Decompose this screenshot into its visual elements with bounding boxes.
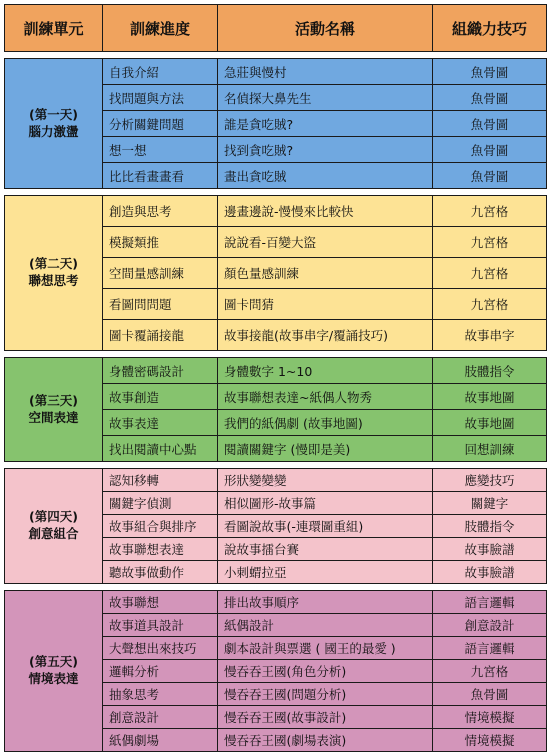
skill-cell: 肢體指令 xyxy=(433,358,547,384)
table-row xyxy=(5,358,547,384)
skill-cell: 故事臉譜 xyxy=(433,538,547,561)
progress-cell: 抽象思考 xyxy=(103,683,218,706)
activity-cell: 急莊與慢村 xyxy=(218,59,433,85)
skill-cell: 情境模擬 xyxy=(433,706,547,729)
header-row xyxy=(5,5,547,52)
separator-cell xyxy=(5,584,547,591)
skill-cell: 語言邏輯 xyxy=(433,591,547,614)
skill-cell: 魚骨圖 xyxy=(433,85,547,111)
skill-cell: 故事地圖 xyxy=(433,384,547,410)
table-row xyxy=(5,591,547,614)
activity-cell: 說說看-百變大盜 xyxy=(218,227,433,258)
table-row xyxy=(5,59,547,85)
activity-cell: 看圖說故事(-連環圖重組) xyxy=(218,515,433,538)
skill-cell: 九宮格 xyxy=(433,289,547,320)
skill-cell: 魚骨圖 xyxy=(433,683,547,706)
activity-cell: 紙偶設計 xyxy=(218,614,433,637)
activity-cell: 相似圖形-故事篇 xyxy=(218,492,433,515)
activity-cell: 慢吞吞王國(劇場表演) xyxy=(218,729,433,752)
progress-cell: 圖卡覆誦接龍 xyxy=(103,320,218,351)
activity-cell: 劇本設計與票選 ( 國王的最愛 ) xyxy=(218,637,433,660)
group-separator xyxy=(5,462,547,469)
unit-cell xyxy=(5,469,103,584)
progress-cell: 分析關鍵問題 xyxy=(103,111,218,137)
group-separator xyxy=(5,584,547,591)
unit-day: (第二天) xyxy=(29,256,78,272)
activity-cell: 慢吞吞王國(問題分析) xyxy=(218,683,433,706)
header-progress: 訓練進度 xyxy=(103,5,218,52)
group-separator xyxy=(5,52,547,59)
table-row xyxy=(5,469,547,492)
progress-cell: 空間量感訓練 xyxy=(103,258,218,289)
skill-cell: 魚骨圖 xyxy=(433,163,547,189)
activity-cell: 慢吞吞王國(故事設計) xyxy=(218,706,433,729)
activity-cell: 誰是貪吃賊? xyxy=(218,111,433,137)
progress-cell: 故事聯想 xyxy=(103,591,218,614)
skill-cell: 肢體指令 xyxy=(433,515,547,538)
skill-cell: 魚骨圖 xyxy=(433,59,547,85)
activity-cell: 慢吞吞王國(角色分析) xyxy=(218,660,433,683)
progress-cell: 自我介紹 xyxy=(103,59,218,85)
header-activity: 活動名稱 xyxy=(218,5,433,52)
activity-cell: 顏色量感訓練 xyxy=(218,258,433,289)
progress-cell: 大聲想出來技巧 xyxy=(103,637,218,660)
skill-cell: 創意設計 xyxy=(433,614,547,637)
activity-cell: 小刺蝟拉亞 xyxy=(218,561,433,584)
progress-cell: 故事創造 xyxy=(103,384,218,410)
unit-cell xyxy=(5,59,103,189)
progress-cell: 比比看畫畫看 xyxy=(103,163,218,189)
unit-title: 情境表達 xyxy=(28,671,79,686)
activity-cell: 故事接龍(故事串字/覆誦技巧) xyxy=(218,320,433,351)
progress-cell: 關鍵字偵測 xyxy=(103,492,218,515)
activity-cell: 身體數字 1~10 xyxy=(218,358,433,384)
unit-title: 創意組合 xyxy=(28,526,79,541)
progress-cell: 故事表達 xyxy=(103,410,218,436)
skill-cell: 九宮格 xyxy=(433,196,547,227)
progress-cell: 創意設計 xyxy=(103,706,218,729)
separator-cell xyxy=(5,52,547,59)
activity-cell: 邊畫邊說-慢慢來比較快 xyxy=(218,196,433,227)
activity-cell: 排出故事順序 xyxy=(218,591,433,614)
progress-cell: 找問題與方法 xyxy=(103,85,218,111)
progress-cell: 看圖問問題 xyxy=(103,289,218,320)
skill-cell: 九宮格 xyxy=(433,258,547,289)
skill-cell: 應變技巧 xyxy=(433,469,547,492)
training-schedule xyxy=(4,4,546,752)
header-unit: 訓練單元 xyxy=(5,5,103,52)
skill-cell: 語言邏輯 xyxy=(433,637,547,660)
skill-cell: 故事地圖 xyxy=(433,410,547,436)
unit-title: 腦力激盪 xyxy=(28,123,79,139)
unit-cell xyxy=(5,591,103,752)
unit-title: 空間表達 xyxy=(28,409,79,425)
skill-cell: 關鍵字 xyxy=(433,492,547,515)
activity-cell: 我們的紙偶劇 (故事地圖) xyxy=(218,410,433,436)
progress-cell: 故事道具設計 xyxy=(103,614,218,637)
skill-cell: 故事臉譜 xyxy=(433,561,547,584)
unit-day: (第五天) xyxy=(29,654,78,670)
unit-title: 聯想思考 xyxy=(28,273,79,288)
progress-cell: 找出閱讀中心點 xyxy=(103,436,218,462)
progress-cell: 故事聯想表達 xyxy=(103,538,218,561)
unit-cell xyxy=(5,358,103,462)
progress-cell: 模擬類推 xyxy=(103,227,218,258)
progress-cell: 認知移轉 xyxy=(103,469,218,492)
skill-cell: 九宮格 xyxy=(433,227,547,258)
progress-cell: 故事組合與排序 xyxy=(103,515,218,538)
progress-cell: 創造與思考 xyxy=(103,196,218,227)
table-row xyxy=(5,196,547,227)
progress-cell: 聽故事做動作 xyxy=(103,561,218,584)
progress-cell: 想一想 xyxy=(103,137,218,163)
group-separator xyxy=(5,189,547,196)
separator-cell xyxy=(5,462,547,469)
group-separator xyxy=(5,351,547,358)
progress-cell: 邏輯分析 xyxy=(103,660,218,683)
skill-cell: 故事串字 xyxy=(433,320,547,351)
unit-day: (第四天) xyxy=(29,509,78,525)
separator-cell xyxy=(5,351,547,358)
skill-cell: 魚骨圖 xyxy=(433,137,547,163)
skill-cell: 情境模擬 xyxy=(433,729,547,752)
table-body xyxy=(5,52,547,752)
activity-cell: 閱讀關鍵字 (慢即是美) xyxy=(218,436,433,462)
unit-day: (第一天) xyxy=(29,106,78,122)
skill-cell: 魚骨圖 xyxy=(433,111,547,137)
separator-cell xyxy=(5,189,547,196)
activity-cell: 圖卡問猜 xyxy=(218,289,433,320)
activity-cell: 畫出貪吃賊 xyxy=(218,163,433,189)
header-skill: 組織力技巧 xyxy=(433,5,547,52)
unit-day: (第三天) xyxy=(29,392,78,408)
unit-cell xyxy=(5,196,103,351)
activity-cell: 說故事擂台賽 xyxy=(218,538,433,561)
progress-cell: 紙偶劇場 xyxy=(103,729,218,752)
skill-cell: 九宮格 xyxy=(433,660,547,683)
activity-cell: 形狀變變變 xyxy=(218,469,433,492)
activity-cell: 找到貪吃賊? xyxy=(218,137,433,163)
skill-cell: 回想訓練 xyxy=(433,436,547,462)
training-table xyxy=(4,4,547,752)
activity-cell: 故事聯想表達~紙偶人物秀 xyxy=(218,384,433,410)
progress-cell: 身體密碼設計 xyxy=(103,358,218,384)
activity-cell: 名偵探大鼻先生 xyxy=(218,85,433,111)
